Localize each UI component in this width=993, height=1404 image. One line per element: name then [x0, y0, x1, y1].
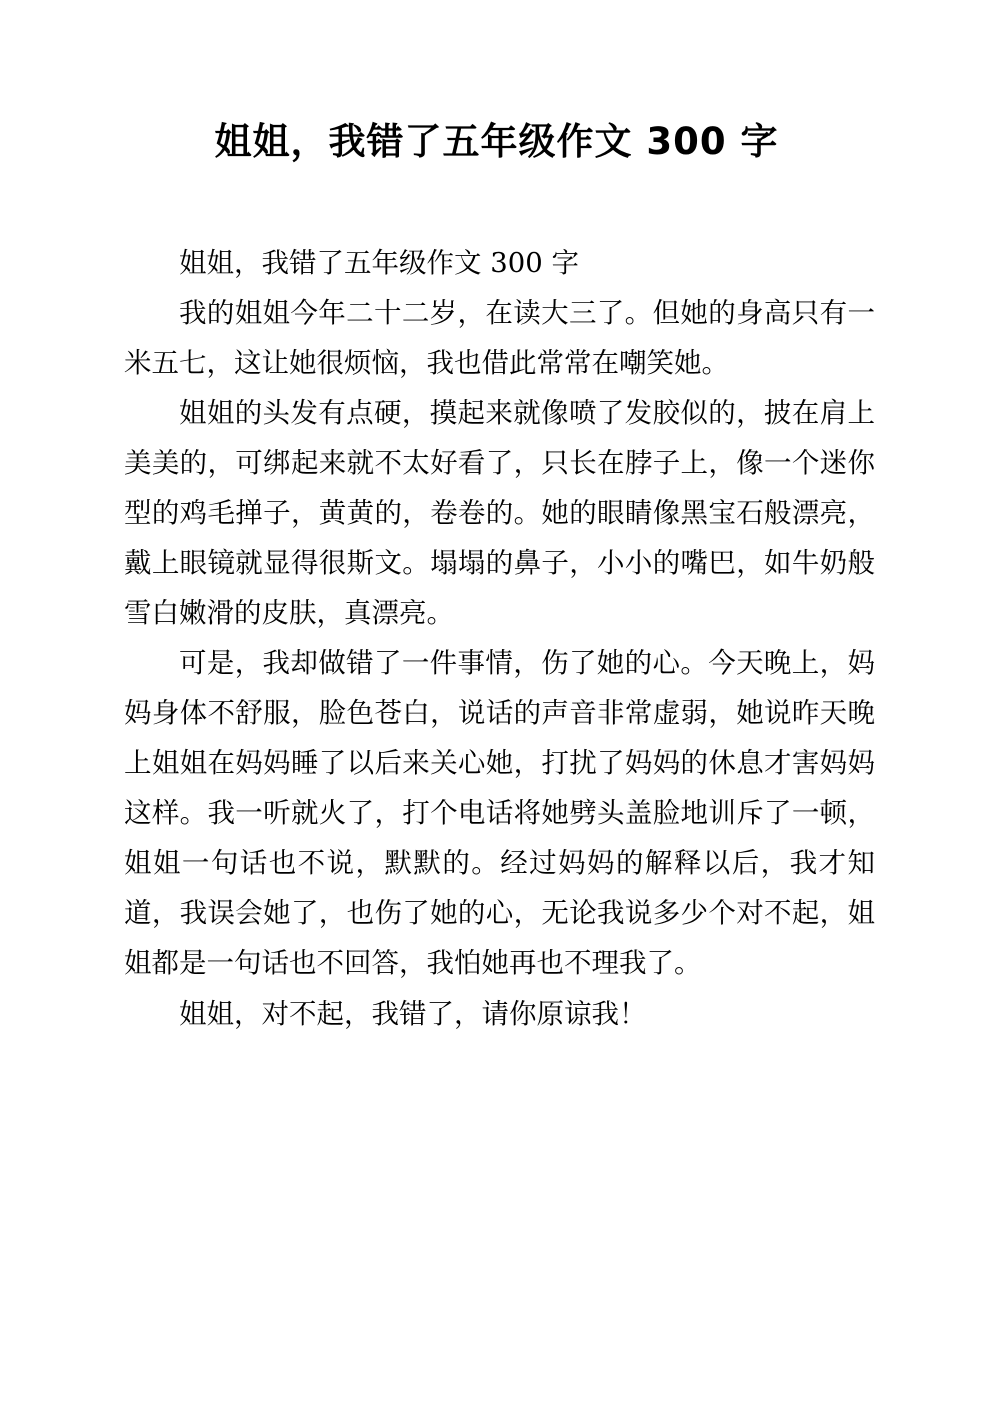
- paragraph: 我的姐姐今年二十二岁，在读大三了。但她的身高只有一米五七，这让她很烦恼，我也借此常常在嘲笑她。: [124, 296, 875, 379]
- paragraph: 姐姐的头发有点硬，摸起来就像喷了发胶似的，披在肩上美美的，可绑起来就不太好看了，只长在脖子上，像一个迷你型的鸡毛掸子，黄黄的，卷卷的。她的眼睛像黑宝石般漂亮，戴上眼镜就显得很斯文。塌塌的鼻子，小小的嘴巴，如牛奶般雪白嫩滑的皮肤，真漂亮。: [124, 396, 875, 630]
- paragraph: 姐姐，对不起，我错了，请你原谅我！: [179, 997, 647, 1030]
- paragraph: 可是，我却做错了一件事情，伤了她的心。今天晚上，妈妈身体不舒服，脸色苍白，说话的声音非常虚弱，她说昨天晚上姐姐在妈妈睡了以后来关心她，打扰了妈妈的休息才害妈妈这样。我一听就火了，打个电话将她劈头盖脸地训斥了一顿，姐姐一句话也不说，默默的。经过妈妈的解释以后，我才知道，我误会她了，也伤了她的心，无论我说多少个对不起，姐姐都是一句话也不回答，我怕她再也不理我了。: [124, 647, 875, 980]
- page-title: 姐姐，我错了五年级作文 300 字: [214, 120, 779, 163]
- paragraph: 姐姐，我错了五年级作文 300 字: [179, 246, 579, 279]
- document-body: [0, 238, 993, 1039]
